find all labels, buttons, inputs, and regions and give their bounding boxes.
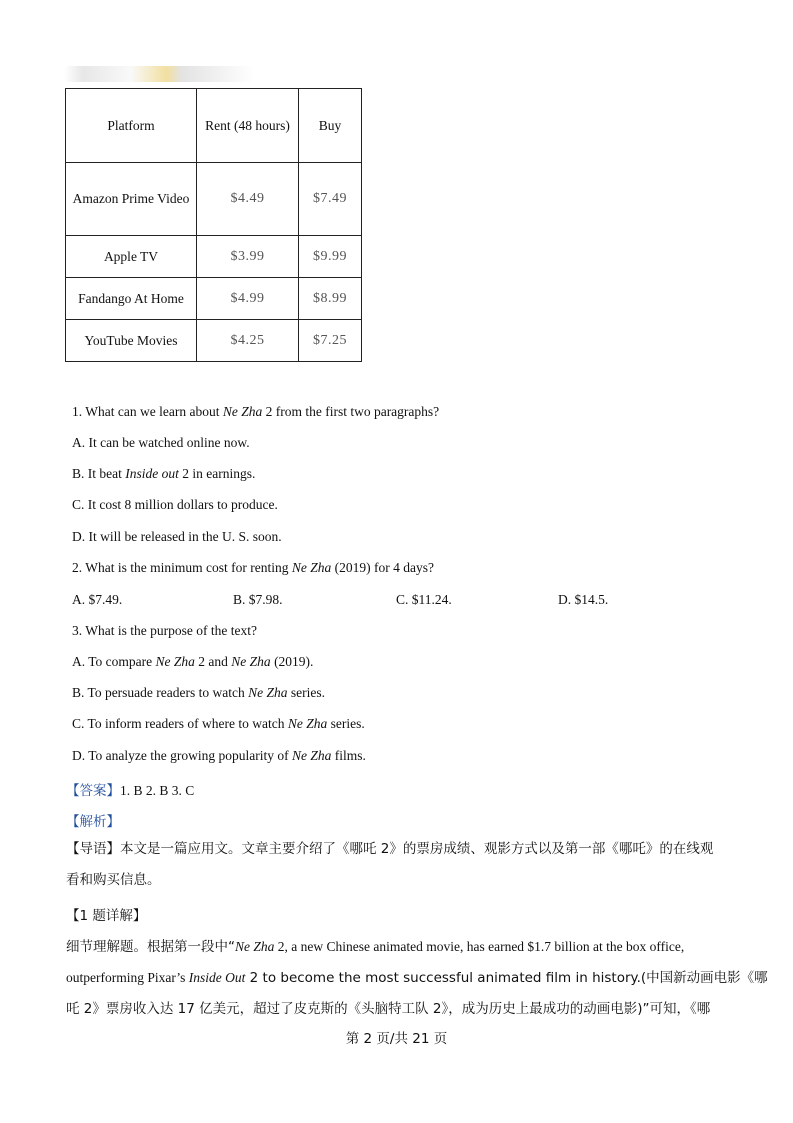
table-row — [66, 320, 362, 362]
stem-text: 1. What can we learn about — [72, 404, 223, 419]
table-header-row — [66, 89, 362, 163]
buy-price-cell: $8.99 — [299, 278, 362, 320]
stem-text: (2019) for 4 days? — [331, 560, 434, 575]
option-title: Ne Zha — [248, 685, 288, 700]
platform-cell: YouTube Movies — [66, 320, 197, 362]
guide-text: 本文是一篇应用文。文章主要介绍了《哪吒 2》的票房成绩、观影方式以及第一部《哪吒》的在线观看和购买信息。 — [66, 841, 714, 888]
question-2-option-c: C. $11.24. — [396, 592, 452, 607]
guide-label: 【导语】 — [66, 841, 120, 857]
header-rent: Rent (48 hours) — [197, 89, 299, 163]
detail-title: Ne Zha — [235, 939, 275, 954]
option-title: Ne Zha — [155, 654, 195, 669]
question-1-option-a: A. It can be watched online now. — [72, 435, 250, 450]
detail-text: 2 to become the most successful animated film in history.(中国新动画电影《哪 — [245, 970, 768, 986]
option-title: Ne Zha — [287, 716, 328, 731]
detail-text: outperforming Pixar’s — [66, 970, 189, 985]
header-buy: Buy — [299, 89, 362, 163]
platform-cell: Amazon Prime Video — [66, 163, 197, 236]
header-platform: Platform — [66, 89, 197, 163]
detail-label: 【1 题详解】 — [66, 908, 147, 924]
platform-cell: Fandango At Home — [66, 278, 197, 320]
option-text: (2019). — [270, 654, 314, 669]
guide-paragraph — [66, 834, 726, 896]
option-title: Inside out — [125, 466, 179, 481]
detail-line-1 — [66, 935, 684, 955]
scan-smudge — [64, 66, 254, 82]
question-2-option-a: A. $7.49. — [72, 592, 123, 607]
rent-price-cell: $4.49 — [197, 163, 299, 236]
question-3-option-c — [72, 716, 365, 732]
option-text: 2 and — [194, 654, 232, 669]
question-3-stem: 3. What is the purpose of the text? — [72, 623, 257, 638]
answer-text: 1. B 2. B 3. C — [120, 783, 195, 798]
stem-title: Ne Zha — [222, 404, 263, 419]
buy-price-cell: $9.99 — [299, 236, 362, 278]
question-1-option-d: D. It will be released in the U. S. soon. — [72, 529, 282, 544]
question-1-option-b — [72, 466, 255, 482]
buy-price-cell: $7.49 — [299, 163, 362, 236]
option-text: A. To compare — [72, 654, 156, 669]
table-row — [66, 163, 362, 236]
question-1-option-c: C. It cost 8 million dollars to produce. — [72, 497, 278, 512]
rent-price-cell: $3.99 — [197, 236, 299, 278]
question-1-stem — [72, 404, 439, 420]
answer-label: 【答案】 — [66, 783, 120, 799]
option-text: series. — [327, 716, 365, 731]
detail-line-2 — [66, 966, 768, 986]
option-text: films. — [331, 748, 366, 763]
detail-title: Inside Out — [188, 970, 246, 985]
question-2-option-b: B. $7.98. — [233, 592, 283, 607]
table-row — [66, 278, 362, 320]
analysis-label: 【解析】 — [66, 814, 120, 830]
stem-title: Ne Zha — [291, 560, 332, 575]
platform-price-table — [65, 88, 362, 362]
option-text: B. To persuade readers to watch — [72, 685, 249, 700]
question-3-option-d — [72, 748, 366, 764]
option-text: 2 in earnings. — [178, 466, 256, 481]
question-3-option-b — [72, 685, 325, 701]
page-footer: 第 2 页/共 21 页 — [345, 1031, 448, 1047]
option-text: C. To inform readers of where to watch — [72, 716, 288, 731]
detail-text: 细节理解题。根据第一段中“ — [66, 939, 235, 955]
table-row — [66, 236, 362, 278]
rent-price-cell: $4.25 — [197, 320, 299, 362]
question-2-stem — [72, 560, 434, 576]
answer-line — [66, 779, 194, 799]
detail-line-3: 吒 2》票房收入达 17 亿美元，超过了皮克斯的《头脑特工队 2》，成为历史上最成功的动画电影)”可知，《哪 — [66, 1001, 711, 1017]
platform-cell: Apple TV — [66, 236, 197, 278]
option-text: series. — [287, 685, 326, 700]
rent-price-cell: $4.99 — [197, 278, 299, 320]
option-text: B. It beat — [72, 466, 126, 481]
question-3-option-a — [72, 654, 313, 670]
question-2-option-d: D. $14.5. — [558, 592, 609, 607]
option-title: Ne Zha — [231, 654, 271, 669]
stem-text: 2. What is the minimum cost for renting — [72, 560, 292, 575]
stem-text: 2 from the first two paragraphs? — [262, 404, 440, 419]
option-text: D. To analyze the growing popularity of — [72, 748, 293, 763]
detail-text: 2, a new Chinese animated movie, has earned $1.7 billion at the box office, — [274, 939, 685, 954]
buy-price-cell: $7.25 — [299, 320, 362, 362]
option-title: Ne Zha — [292, 748, 332, 763]
